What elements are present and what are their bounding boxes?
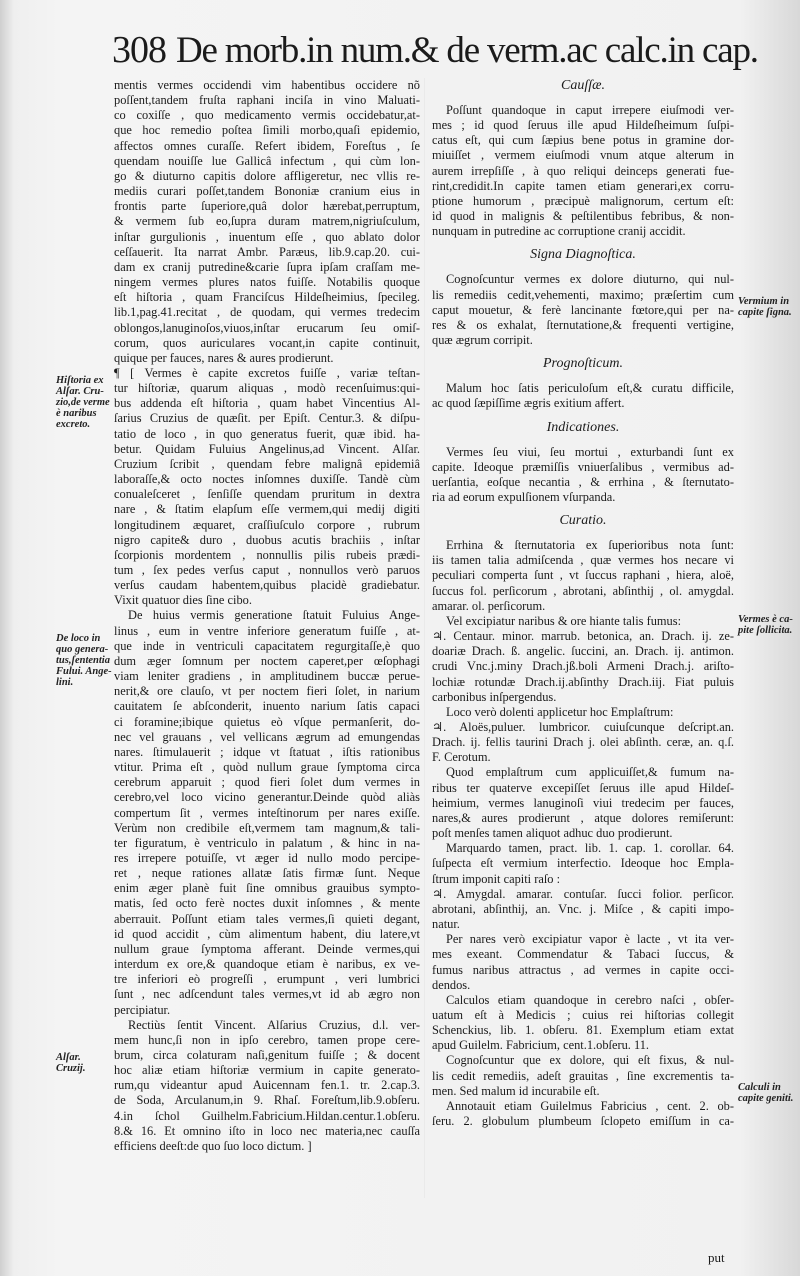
- margin-note-line: capite ſigna.: [738, 307, 792, 318]
- left-text-line: quendam nouiſſe lue Gallicâ infectum , qui cùm lon-: [114, 153, 420, 168]
- margin-note-line: Vermes è ca-: [738, 614, 793, 625]
- left-text-line: cerebro,vel loco vicino generantur.Deinde quòd aliàs: [114, 790, 420, 805]
- right-text-line: Errhina & ſternutatoria ex ſuperioribus nota ſunt:: [446, 538, 734, 553]
- margin-note-line: De loco in: [56, 633, 101, 644]
- left-text-line: ningem vermes plures natos fuiſſe. Notabilis quoque: [114, 275, 420, 290]
- left-text-line: corum, quos auriculares vocant,in capite continuit,: [114, 335, 420, 350]
- right-text-line: poſt menſes tamen aliquot adhuc duo prodierunt.: [432, 826, 673, 841]
- left-text-line: quique per fauces, nares & aures prodierunt.: [114, 350, 334, 365]
- left-text-line: longitudinem æquaret, craſſiuſculo corpore , rubrum: [114, 517, 420, 532]
- right-text-line: ſuſpecta eſt vermium interfectio. Ideoque hoc Empla-: [432, 856, 734, 871]
- right-text-line: dendos.: [432, 977, 471, 992]
- right-text-line: mes ; id quod ſeruus ille apud Hildeſheimum ſuſpi-: [432, 118, 734, 133]
- left-text-line: inſtar gurgulionis , inuentum eſſe , quo ablato dolor: [114, 229, 420, 244]
- left-text-line: conualeſceret , ſenſiſſe quendam pruritum in dextra: [114, 487, 420, 502]
- section-heading: Curatio.: [559, 513, 607, 529]
- margin-note-line: Cruzij.: [56, 1063, 86, 1074]
- right-text-line: Drach. ij. fellis taurini Drach j. olei abſinth. ceræ, an. q.ſ.: [432, 735, 734, 750]
- margin-note-vermes-capite: [738, 614, 793, 636]
- right-text-line: Vel excipiatur naribus & ore hiante talis fumus:: [446, 613, 682, 628]
- left-text-line: nullum graue ſymptoma afferant. Deinde vermes,qui: [114, 941, 420, 956]
- section-heading: Indicationes.: [546, 419, 620, 435]
- right-text-line: abrotani, abſinthij, an. Vnc. j. Miſce , & capiti impo-: [432, 901, 734, 916]
- right-text-line: lochiæ rotundæ Drach.ij.abſinthy Drach.iij. Fiat puluis: [432, 674, 734, 689]
- left-text-line: Rectiùs ſentit Vincent. Alſarius Cruzius, d.l. ver-: [128, 1017, 420, 1032]
- left-text-line: ſcorpionis mordentem , nonnullis pilis rubeis prædi-: [114, 547, 420, 562]
- running-title: De morb.in num.& de verm.ac calc.in cap.: [176, 30, 758, 71]
- left-text-line: & vermem ſub eo,ſupra duram matrem,nigriuſculum,: [114, 214, 420, 229]
- page-number: 308: [112, 29, 166, 71]
- left-text-line: rum,qu videantur apud Auicennam fen.1. tr. 2.cap.3.: [114, 1078, 420, 1093]
- right-text-line: rint,credidit.In capite tamen etiam generari,ex corru-: [432, 178, 734, 193]
- margin-note-line: Alſar. Cru-: [56, 386, 104, 397]
- left-text-line: poſſent,tandem fruſta raphani inciſa in vino Maluati-: [114, 93, 420, 108]
- left-text-line: brum, circa colaturam naſi,genitum fuiſſe ; & docent: [114, 1048, 420, 1062]
- right-text-line: uerſantia, eoſque necantia , & errhina , & ſternutato-: [432, 474, 734, 489]
- right-text-line: uatum eſt à Medicis ; cuius rei hiſtorias collegit: [432, 1007, 734, 1022]
- margin-note-alsar: [56, 1052, 85, 1074]
- right-text-line: Per nares verò excipiatur vapor è lacte , vt ita ver-: [446, 932, 734, 947]
- right-text-line: Marquardo tamen, pract. lib. 1. cap. 1. corollar. 64.: [446, 841, 734, 856]
- margin-note-line: è naribus: [56, 408, 97, 419]
- left-text-line: lib.1,pag.41.recitat , de quodam, qui vermes tredecim: [114, 305, 420, 320]
- right-text-line: Quod emplaſtrum cum applicuiſſet,& fumum na-: [446, 765, 734, 780]
- left-text-line: laboraſſe,& octo noctes inſomnes duxiſſe. Tandè cùm: [114, 472, 420, 487]
- column-gutter: [424, 78, 425, 1198]
- left-text-line: aberrauit. Poſſunt etiam tales vermes,ſi quieti degant,: [114, 911, 420, 926]
- margin-note-line: capite geniti.: [738, 1093, 794, 1104]
- left-text-line: nares. ſtimulauerit ; idque vt ſtatuat , iſtis rationibus: [114, 744, 420, 759]
- right-text-line: nares,& aures prodierunt , atque dolores remiſerunt:: [432, 810, 734, 825]
- margin-note-line: tus,ſententia: [56, 655, 110, 666]
- section-heading: Prognoſticum.: [543, 356, 623, 372]
- right-text-line: Calculos etiam quandoque in cerebro naſci , obſer-: [446, 992, 734, 1007]
- right-text-line: ac quod ſæpiſſime ægris exitium affert.: [432, 396, 625, 411]
- page-header: [112, 28, 792, 76]
- right-text-line: capite. Ideoque præmiſſis vniuerſalibus , vermibus ad-: [432, 459, 734, 474]
- left-text-line: verſus caudam habentem,quibus placidè gradiebatur.: [114, 578, 420, 593]
- left-text-line: cerebrum apparuit ; quod fieri ſolet dum vermes in: [114, 775, 420, 790]
- right-text-line: aurem irrepſiſſe , à quo reliqui deinceps generati fue-: [432, 163, 734, 178]
- right-text-line: fumus naribus attractus , ad vermes in capite occi-: [432, 962, 734, 977]
- right-text-line: ♃. Amygdal. amarar. contuſar. ſucci folior. perſicor.: [432, 886, 734, 901]
- margin-note-line: quo genera-: [56, 644, 109, 655]
- left-text-line: percipiatur.: [114, 1002, 171, 1017]
- left-text-line: res irrepere potuiſſe, vt æger id nullo modo percipe-: [114, 850, 420, 865]
- left-text-line: nigro capite& duro , duobus acutis brachiis , inſtar: [114, 532, 420, 547]
- left-text-line: oblongos,lanuginoſos,viuos,inſtar erucarum ſeu omiſ-: [114, 320, 420, 335]
- right-text-line: F. Cerotum.: [432, 750, 491, 765]
- right-text-line: ptione humorum , præcipuè malignorum, certum eſt:: [432, 193, 734, 208]
- left-text-line: go & diuturno capitis dolore affligeretur, nec vllis re-: [114, 168, 420, 183]
- left-text-line: enim æger planè fuit ſine omnibus grauibus sympto-: [114, 881, 420, 896]
- right-text-line: men. Sed malum id incurabile eſt.: [432, 1083, 600, 1098]
- left-text-line: mediis curari poſſet,tandem Bononiæ cranium eius in: [114, 184, 420, 199]
- margin-note-line: pite ſollicita.: [738, 625, 793, 636]
- right-text-line: Annotauit etiam Guilelmus Fabricius , cent. 2. ob-: [446, 1098, 734, 1113]
- right-text-line: apud Guilelm. Fabricium, cent.1.obſeru. 11.: [432, 1038, 650, 1053]
- right-text-line: heimium, vermes lanuginoſi viui tredecim per fauces,: [432, 795, 734, 810]
- right-text-line: id quod in malignis & peſtilentibus febribus, & non-: [432, 209, 734, 224]
- left-text-line: mentis vermes occidendi vim habentibus occidere nõ: [114, 78, 420, 92]
- left-text-line: cauitatem ſe abſconderit, inuento narium ſatis capaci: [114, 699, 420, 714]
- right-text-line: res & os exhalat, ſternutatione,& frequenti vertigine,: [432, 317, 734, 332]
- left-text-line: de Soda, Arculanum,in 9. Rhaſ. Foreſtum,lib.9.obſeru.: [114, 1093, 420, 1108]
- left-text-line: tum , ſex pedes verſus caput , nonnullos verò paruos: [114, 563, 420, 577]
- left-text-line: affectos omnes curaſſe. Refert ibidem, Foreſtus , ſe: [114, 138, 420, 153]
- right-text-line: ♃. Centaur. minor. marrub. betonica, an. Drach. ij. ze-: [432, 629, 734, 644]
- right-text-line: Cognoſcuntur que ex dolore, qui eſt fixus, & nul-: [446, 1053, 734, 1068]
- right-text-line: mes exeant. Commendatur & Tabaci ſuccus, &: [432, 947, 734, 962]
- right-text-line: ſuccus fol. perſicorum , abrotani, abſinthij , ol. amygdal.: [432, 583, 734, 598]
- right-text-line: caput mouetur, & ferè lancinante fœtore,qui per na-: [432, 302, 734, 317]
- left-text-line: 4.in ſchol Guilhelm.Fabricium.Hildan.centur.1.obſeru.: [114, 1108, 420, 1123]
- right-text-line: Loco verò dolenti applicetur hoc Emplaſtrum:: [446, 704, 674, 719]
- margin-note-line: lini.: [56, 677, 74, 688]
- left-text-line: id quod accidit , cùm alimentum habent, diu latere,vt: [114, 926, 420, 941]
- left-text-line: tatio de loco , in quo generatus fuerit, quæ ibid. ha-: [114, 426, 420, 441]
- left-text-line: ci foramine;ibique quietus eò vſque permanſerit, do-: [114, 714, 420, 729]
- margin-note-line: Fului. Ange-: [56, 666, 112, 677]
- right-text-line: quæ ægrum corripit.: [432, 333, 533, 348]
- left-text-column: [114, 78, 420, 1154]
- left-text-line: ſarius Cruzius de quæſit. per Epiſt. Centur.3. & diſpu-: [114, 411, 420, 426]
- margin-note-de-loco: [56, 633, 112, 688]
- right-text-line: Poſſunt quandoque in caput irrepere eiuſmodi ver-: [446, 103, 734, 117]
- left-text-line: Cruzium ſcribit , quendam febre malignâ epidemiâ: [114, 456, 420, 471]
- left-text-line: 8.& 16. Et omnino iſto in loco nec materia,nec cauſſa: [114, 1123, 420, 1138]
- left-text-line: que inde in ventriculi capacitatem regurgitaſſe,è quo: [114, 638, 420, 653]
- margin-note-line: Alſar.: [56, 1052, 81, 1063]
- right-text-line: nunquam in putredine ac corruptione cranij accidit.: [432, 224, 686, 239]
- left-text-line: interdum ex ore,& quandoque etiam è naribus, ex ve-: [114, 957, 420, 972]
- left-text-line: que hoc remedio poſtea ſimili morbo,quaſi epidemio,: [114, 123, 420, 138]
- section-heading: Cauſſæ.: [561, 78, 605, 93]
- left-text-line: nare , & ſtatim elapſum eſſe vermem,qui medij digiti: [114, 502, 420, 517]
- left-text-line: eſt hiſtoria , quam Franciſcus Hildeſheimius, ſpecileg.: [114, 290, 420, 305]
- left-text-line: mem hunc,ſi non in ipſo cerebro, tamen prope cere-: [114, 1032, 420, 1047]
- margin-note-line: zio,de verme: [56, 397, 110, 408]
- left-text-line: dum æger ſomnum per noctem caperet,per œſophagi: [114, 653, 420, 668]
- right-text-line: Vermes ſeu viui, ſeu mortui , exturbandi ſunt ex: [446, 444, 734, 459]
- left-text-line: tur hiſtoriæ, quarum aliquas , modò recenſuimus:qui-: [114, 381, 420, 396]
- left-text-line: nerit,& ore clauſo, vt per noctem fieri ſolet, in narium: [114, 684, 420, 699]
- right-text-line: ribus ter quaterve excepiſſet ſeruus ille apud Hildeſ-: [432, 780, 734, 795]
- left-text-line: vtitur. Prima eſt , quòd nullum graue ſymptoma circa: [114, 760, 420, 775]
- right-text-line: crudi Vnc.j.miny Drach.jß.boli Armeni Drach.j. ariſto-: [432, 659, 734, 674]
- left-text-line: ter figuratum, è ventriculo in palatum , & hinc in na-: [114, 835, 420, 850]
- left-text-line: hoc aliæ etiam hiſtoriæ vermium in capite generato-: [114, 1063, 420, 1078]
- left-text-line: matis, ſed octo ferè noctes duxit inſomnes , & mente: [114, 896, 420, 911]
- left-text-line: compertum ſit , vermes inteſtinorum per nares exiſſe.: [114, 805, 420, 820]
- left-text-line: dam ex cranij putredine&carie ſupra ipſam craſſam me-: [114, 259, 420, 274]
- left-text-line: De huius vermis generatione ſtatuit Fuluius Ange-: [128, 608, 420, 623]
- right-text-line: carbonibus inſpergendus.: [432, 689, 557, 704]
- left-text-line: efficiens deeſt:de quo ſuo loco dictum. ]: [114, 1138, 312, 1153]
- right-text-line: doariæ Drach. ß. angelic. ſuccini, an. Drach. ij. antimon.: [432, 644, 734, 659]
- right-text-line: ria ad eorum expulſionem vſurpanda.: [432, 489, 616, 504]
- right-text-line: ſtrum imponit capiti raſo :: [432, 871, 561, 886]
- left-text-line: bus addenda eſt hiſtoria , quam habet Vincentius Al-: [114, 396, 420, 411]
- right-text-line: ♃. Aloës,puluer. lumbricor. cuiuſcunque deſcript.an.: [432, 720, 734, 734]
- left-text-line: Vixit quatuor dies ſine cibo.: [114, 593, 252, 608]
- left-text-line: ¶ [ Vermes è capite excretos fuiſſe , variæ teſtan-: [114, 365, 420, 380]
- right-text-line: Malum hoc ſatis periculoſum eſt,& curatu difficile,: [446, 381, 734, 396]
- right-text-line: Schenckius, lib. 1. obſeru. 81. Exemplum etiam extat: [432, 1023, 734, 1038]
- margin-note-line: Vermium in: [738, 296, 790, 307]
- right-text-line: amarar. ol. perſicorum.: [432, 598, 546, 613]
- right-text-line: Cognoſcuntur vermes ex dolore diuturno, qui nul-: [446, 272, 734, 287]
- right-text-line: iis tamen talia admiſcenda , quæ vermes hos necare vi: [432, 553, 734, 568]
- left-text-line: linus , eum in ventre inferiore generatum fuiſſe , at-: [114, 623, 420, 638]
- left-text-line: betur. Quidam Fuluius Angelinus,ad Vincent. Alſar.: [114, 441, 420, 456]
- margin-note-vermium-signa: [738, 296, 792, 318]
- catchword: put: [708, 1250, 725, 1265]
- left-text-line: ſunt , nec adſcendunt tales vermes,vt id ab ægro non: [114, 987, 420, 1002]
- margin-note-line: excreto.: [56, 419, 91, 430]
- right-text-line: lis remediis cedit,vehementi, maximo; præſertim cum: [432, 287, 734, 302]
- right-text-line: lis cedit remediis, adeſt grauitas , ſine excrementis ta-: [432, 1068, 734, 1083]
- left-text-line: tre inferiori eò progreſſi , erumpunt , veri lumbrici: [114, 972, 420, 987]
- left-text-line: Verùm non credibile eſt,vermem tam magnum,& tali-: [114, 820, 420, 835]
- left-text-line: nec vel grauans , vel vellicans ægrum ad emungendas: [114, 729, 420, 744]
- margin-note-calculi: [738, 1082, 793, 1104]
- right-text-line: peculiari comperta ſunt , vt ſuccus raphani , hiera, aloë,: [432, 568, 734, 583]
- right-text-line: catus eſt, qui cum ſæpius bene potus in gramine dor-: [432, 133, 734, 148]
- right-text-line: ſeru. 2. globulum plumbeum ſclopeto emiſſum in ca-: [432, 1114, 734, 1129]
- right-text-line: natur.: [432, 917, 460, 932]
- left-text-line: ceſſauerit. Ita narrat Ambr. Paræus, lib.9.cap.20. cui-: [114, 244, 420, 259]
- left-text-line: ret , neque rationes allatæ ſatis firmæ ſunt. Neque: [114, 866, 420, 881]
- section-heading: Signa Diagnoſtica.: [530, 247, 636, 263]
- left-text-line: co coxiſſe , quo medicamento vermis occidebatur,at-: [114, 108, 420, 123]
- margin-note-line: Hiſtoria ex: [56, 375, 104, 386]
- margin-note-line: Calculi in: [738, 1082, 781, 1093]
- left-text-line: viam leniter gradiens , in amplitudinem buccæ perue-: [114, 669, 420, 684]
- right-text-line: miuiſſet , vermem eiuſmodi vnum atque alterum in: [432, 148, 734, 163]
- right-text-column: [432, 78, 734, 1129]
- left-text-line: frontis parte ſuperiore,quâ dolor hærebat,perruptum,: [114, 199, 420, 214]
- margin-note-historia: [56, 375, 110, 430]
